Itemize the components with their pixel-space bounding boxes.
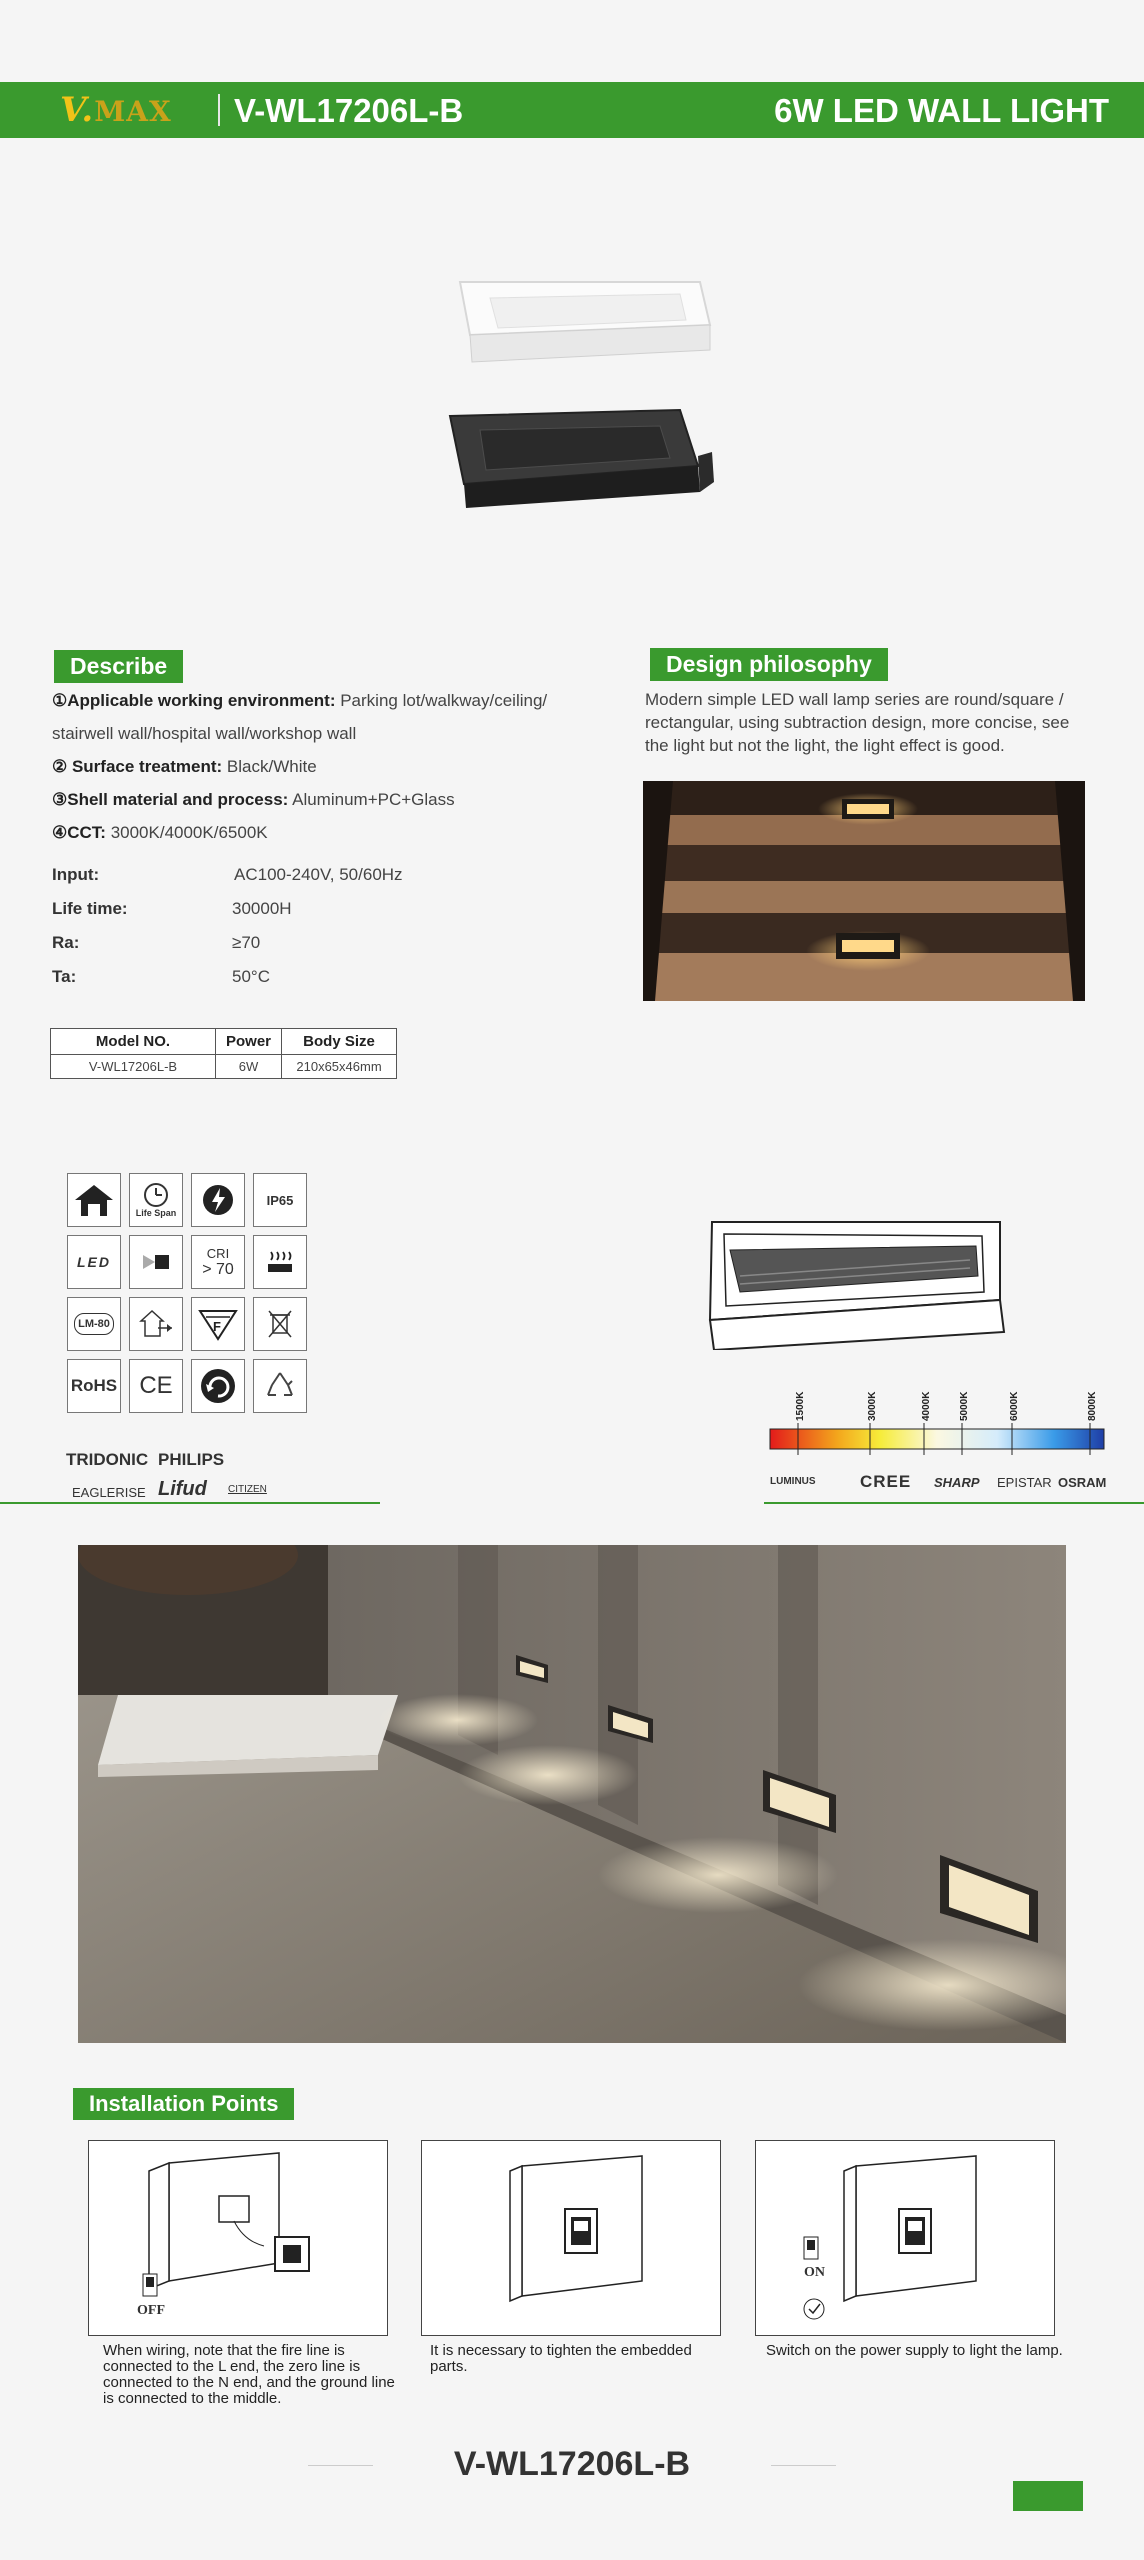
model-table (50, 1028, 397, 1079)
product-render (430, 270, 730, 530)
spec-life-label: Life time: (52, 899, 128, 918)
surface-label: ② Surface treatment: (52, 757, 223, 776)
emitter-icon (129, 1235, 183, 1289)
spec-ta-label: Ta: (52, 967, 77, 986)
brand-logo (60, 90, 172, 130)
power-icon (191, 1173, 245, 1227)
switch-off-label: OFF (137, 2303, 165, 2318)
check-circle-icon (804, 2299, 824, 2319)
home-icon (67, 1173, 121, 1227)
surface-line (52, 750, 317, 784)
env-value: Parking lot/walkway/ceiling/ (335, 691, 548, 710)
brand-epistar: EPISTAR (997, 1475, 1052, 1490)
cri-bottom: > 70 (202, 1261, 234, 1278)
th-power: Power (216, 1029, 282, 1055)
recycle-icon (253, 1359, 307, 1413)
recycle-arrow-icon (191, 1359, 245, 1413)
design-text (645, 688, 1069, 757)
brand-tridonic: TRIDONIC (66, 1450, 149, 1469)
footer-green-block (1013, 2481, 1083, 2511)
cct-label-1500: 1500K (795, 1391, 806, 1421)
table-header-row (51, 1029, 397, 1055)
describe-tag: Describe (54, 650, 183, 683)
header-model: V-WL17206L-B (234, 92, 464, 129)
install-caption-3: Switch on the power supply to light the lamp. (766, 2342, 1063, 2359)
installation-tag: Installation Points (73, 2088, 294, 2120)
env-label: ①Applicable working environment: (52, 691, 336, 710)
spec-input-value: AC100-240V, 50/60Hz (234, 865, 403, 884)
cct-line (52, 816, 268, 850)
rohs-label: RoHS (70, 1376, 118, 1395)
spec-ra-value: ≥70 (232, 933, 261, 952)
wiring-illustration (89, 2141, 387, 2335)
env-line (52, 684, 547, 718)
ip65-icon (253, 1173, 307, 1227)
brand-cree: CREE (860, 1472, 912, 1491)
spec-input-label: Input: (52, 865, 100, 884)
shell-label: ③Shell material and process: (52, 790, 289, 809)
lm80-icon (67, 1297, 121, 1351)
brand-sharp: SHARP (934, 1475, 980, 1490)
house-arrow-icon (129, 1297, 183, 1351)
th-model: Model NO. (51, 1029, 216, 1055)
ce-label: CE (139, 1372, 173, 1399)
surface-value: Black/White (222, 757, 317, 776)
shell-line (52, 783, 455, 817)
th-size: Body Size (282, 1029, 397, 1055)
f-mark-label: F (213, 1319, 221, 1334)
design-tag: Design philosophy (650, 648, 888, 681)
install-caption-1: When wiring, note that the fire line is connected to the L end, the zero line is connected to the N end, and the ground line is connected to the middle. (103, 2342, 395, 2407)
design-text-1: Modern simple LED wall lamp series are round/square / (645, 690, 1064, 709)
cct-label-4000: 4000K (921, 1391, 932, 1421)
brand-osram: OSRAM (1058, 1475, 1107, 1490)
install-step-3 (755, 2140, 1055, 2336)
brand-philips: PHILIPS (158, 1450, 225, 1469)
brand-luminus: LUMINUS (770, 1476, 816, 1487)
footer-line-right (771, 2465, 836, 2466)
life-span-label: Life Span (135, 1208, 177, 1218)
design-text-3: the light but not the light, the light effect is good. (645, 736, 1005, 755)
cri-icon (191, 1235, 245, 1289)
logo-v: V. (60, 90, 95, 130)
cct-label-8000: 8000K (1087, 1391, 1098, 1421)
rohs-icon (67, 1359, 121, 1413)
spec-life-value: 30000H (232, 899, 292, 918)
install-caption-2: It is necessary to tighten the embedded parts. (430, 2342, 692, 2375)
brand-eaglerise: EAGLERISE (72, 1485, 146, 1500)
embedded-illustration (422, 2141, 720, 2335)
stairs-photo (643, 781, 1085, 1001)
scene-photo (78, 1545, 1066, 2043)
right-divider (764, 1502, 1144, 1504)
td-model: V-WL17206L-B (51, 1055, 216, 1079)
left-divider (0, 1502, 380, 1504)
shell-value: Aluminum+PC+Glass (288, 790, 455, 809)
cct-label-3000: 3000K (867, 1391, 878, 1421)
color-temperature-scale (760, 1385, 1116, 1465)
switch-on-label: ON (804, 2265, 825, 2280)
cri-top: CRI (206, 1246, 230, 1261)
td-size: 210x65x46mm (282, 1055, 397, 1079)
black-lamp-image (450, 410, 714, 508)
brand-citizen: CITIZEN (228, 1484, 267, 1495)
lm80-label: LM-80 (74, 1313, 114, 1335)
cct-value: 3000K/4000K/6500K (105, 823, 268, 842)
install-step-2 (421, 2140, 721, 2336)
life-span-icon (129, 1173, 183, 1227)
cct-label-6000: 6000K (1009, 1391, 1020, 1421)
white-lamp-image (460, 282, 710, 362)
heat-icon (253, 1235, 307, 1289)
f-mark-icon (191, 1297, 245, 1351)
spec-ra-label: Ra: (52, 933, 80, 952)
ce-icon (129, 1359, 183, 1413)
led-icon (67, 1235, 121, 1289)
footer-model: V-WL17206L-B (453, 2445, 691, 2483)
logo-max: MAX (94, 95, 172, 128)
install-step-1 (88, 2140, 388, 2336)
env-line-2: stairwell wall/hospital wall/workshop wall (52, 724, 357, 743)
design-text-2: rectangular, using subtraction design, more concise, see (645, 713, 1070, 732)
brand-lifud: Lifud (158, 1478, 207, 1500)
cct-label: ④CCT: (52, 823, 106, 842)
cct-label-5000: 5000K (959, 1391, 970, 1421)
led-label: LED (77, 1254, 111, 1270)
bin-icon (253, 1297, 307, 1351)
td-power: 6W (216, 1055, 282, 1079)
lamp-line-drawing (700, 1210, 1010, 1350)
spec-ta-value: 50°C (232, 967, 270, 986)
power-on-illustration (756, 2141, 1054, 2335)
ip65-label: IP65 (266, 1192, 294, 1208)
header-title: 6W LED WALL LIGHT (774, 92, 1109, 129)
header-divider (218, 94, 220, 126)
header-bar (0, 82, 1144, 138)
table-row (51, 1055, 397, 1079)
